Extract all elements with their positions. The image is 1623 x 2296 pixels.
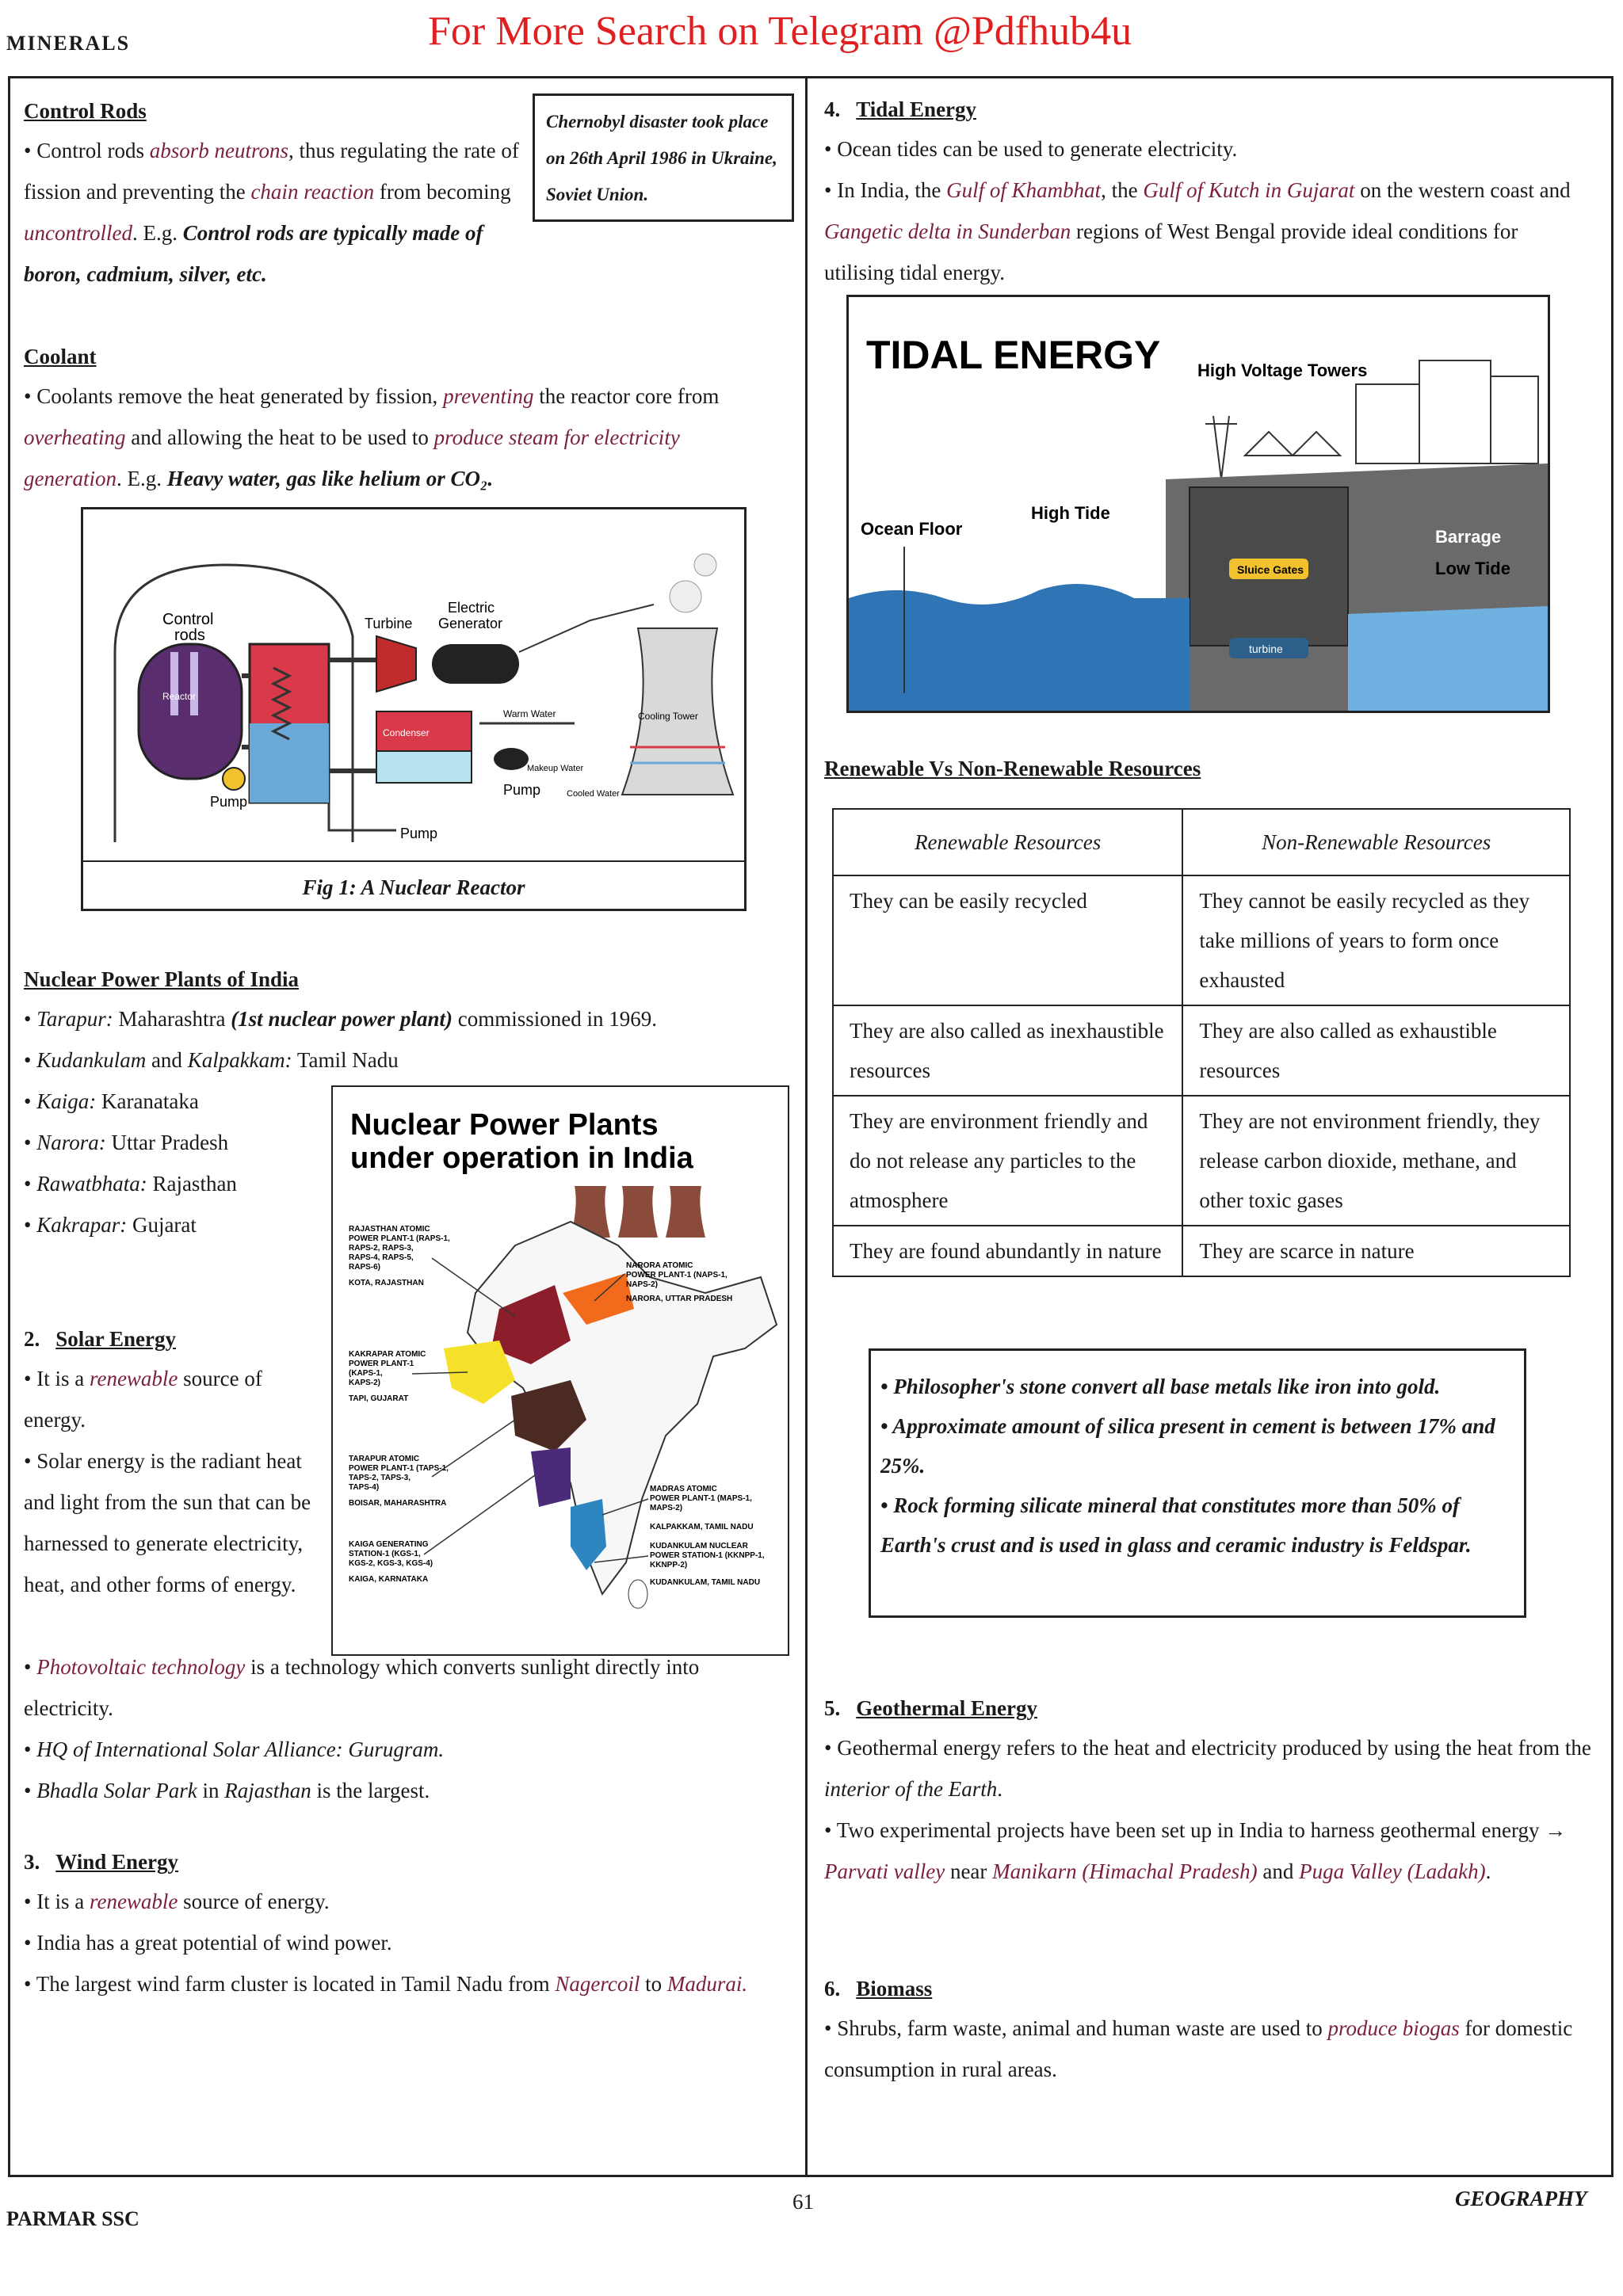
barrage-label: Barrage xyxy=(1435,527,1502,547)
svg-text:RAPS-2, RAPS-3,: RAPS-2, RAPS-3, xyxy=(349,1244,414,1253)
turbine-label: turbine xyxy=(1249,643,1283,655)
low-tide-label: Low Tide xyxy=(1435,559,1510,578)
wind-point-1: • It is a renewable source of energy. xyxy=(24,1890,330,1913)
power-line xyxy=(519,605,654,652)
svg-text:TARAPUR ATOMIC: TARAPUR ATOMIC xyxy=(349,1455,420,1463)
svg-text:BOISAR, MAHARASHTRA: BOISAR, MAHARASHTRA xyxy=(349,1499,447,1508)
svg-text:KALPAKKAM, TAMIL NADU: KALPAKKAM, TAMIL NADU xyxy=(650,1523,754,1531)
reactor-caption: Fig 1: A Nuclear Reactor xyxy=(83,860,744,913)
solar-section xyxy=(24,1320,317,1605)
svg-text:NAPS-2): NAPS-2) xyxy=(626,1280,659,1289)
ocean-floor-label: Ocean Floor xyxy=(861,519,963,539)
svg-text:POWER PLANT-1 (RAPS-1,: POWER PLANT-1 (RAPS-1, xyxy=(349,1234,450,1243)
svg-text:TAPI, GUJARAT: TAPI, GUJARAT xyxy=(349,1394,409,1403)
tower-icon xyxy=(618,1186,658,1238)
tower-icon xyxy=(1205,416,1237,479)
tower-icon xyxy=(666,1186,705,1238)
reactor-label: Reactor xyxy=(162,691,197,702)
fact-1: • Philosopher's stone convert all base metals like iron into gold. xyxy=(880,1375,1441,1398)
npp-heading: Nuclear Power Plants of India xyxy=(24,967,299,991)
control-rods-label-2: rods xyxy=(174,627,205,644)
pump-label-3: Pump xyxy=(400,826,438,841)
svg-text:TAPS-2, TAPS-3,: TAPS-2, TAPS-3, xyxy=(349,1474,411,1482)
steam-generator-water xyxy=(250,723,329,803)
building-icon xyxy=(1491,376,1538,463)
non-renewable-cell: They are also called as exhaustible resources xyxy=(1182,1005,1570,1096)
coolant-heading: Coolant xyxy=(24,345,97,368)
towers-label: High Voltage Towers xyxy=(1197,360,1368,380)
pump-icon xyxy=(494,748,529,770)
condenser-label: Condenser xyxy=(383,727,430,738)
svg-text:POWER PLANT-1 (MAPS-1,: POWER PLANT-1 (MAPS-1, xyxy=(650,1494,752,1503)
tidal-point-2: • In India, the Gulf of Khambhat, the Gulf of Kutch in Gujarat on the western coast and Gangetic delta in Sunderban regions of West Bengal provide ideal conditions for utilising tidal energy. xyxy=(824,178,1571,284)
renewable-cell: They are environment friendly and do not release any particles to the atmosphere xyxy=(833,1096,1182,1226)
npp-list-item: • Tarapur: Maharashtra (1st nuclear power plant) commissioned in 1969. xyxy=(24,1007,657,1031)
control-rods-text: • Control rods absorb neutrons, thus regulating the rate of fission and preventing the chain reaction from becoming uncontrolled. E.g. Control rods are typically made of boron, cadmium, silver, etc. xyxy=(24,139,519,286)
npp-list-item: • Kudankulam and Kalpakkam: Tamil Nadu xyxy=(24,1048,399,1072)
cooled-water-label: Cooled Water xyxy=(567,789,620,799)
cooling-tower-label: Cooling Tower xyxy=(638,711,698,722)
ocean-high-tide xyxy=(849,584,1190,711)
solar-point-1: • It is a renewable source of energy. xyxy=(24,1367,262,1432)
coolant-section xyxy=(24,338,769,499)
generator-label-2: Generator xyxy=(438,616,503,631)
svg-text:KAIGA, KARNATAKA: KAIGA, KARNATAKA xyxy=(349,1575,429,1584)
control-rods-label-1: Control xyxy=(162,611,214,628)
turbine-icon xyxy=(376,636,416,692)
control-rod xyxy=(170,652,178,715)
control-rods-section xyxy=(24,92,523,295)
svg-text:NARORA ATOMIC: NARORA ATOMIC xyxy=(626,1261,693,1270)
house-icon xyxy=(1245,432,1293,456)
wave-crest xyxy=(1031,554,1150,582)
tidal-energy-figure xyxy=(846,295,1550,713)
pump-icon xyxy=(223,768,245,790)
renewable-heading: Renewable Vs Non-Renewable Resources xyxy=(824,757,1201,780)
high-tide-label: High Tide xyxy=(1031,503,1110,523)
tidal-energy-diagram xyxy=(849,297,1548,711)
tidal-point-1: • Ocean tides can be used to generate electricity. xyxy=(824,137,1238,161)
generator-label-1: Electric xyxy=(448,600,495,616)
page-number: 61 xyxy=(792,2190,814,2214)
ocean-low-tide xyxy=(1348,606,1548,711)
steam-cloud xyxy=(694,554,716,576)
warm-water-label: Warm Water xyxy=(503,708,556,719)
npp-list-item: • Narora: Uttar Pradesh xyxy=(24,1131,229,1154)
table-row xyxy=(833,1226,1570,1276)
biomass-section xyxy=(824,1970,1593,2090)
npp-list-item: • Kakrapar: Gujarat xyxy=(24,1213,197,1237)
map-left-labels xyxy=(349,1225,450,1584)
condenser-water xyxy=(376,751,472,783)
non-renewable-cell: They are scarce in nature xyxy=(1182,1226,1570,1276)
building-icon xyxy=(1419,360,1491,463)
footer-publisher: PARMAR SSC xyxy=(6,2207,139,2230)
resources-table xyxy=(832,808,1571,1277)
map-title-2: under operation in India xyxy=(350,1142,693,1175)
biomass-heading: 6. Biomass xyxy=(824,1977,933,2000)
section-header: MINERALS xyxy=(6,32,131,55)
renewable-section xyxy=(824,749,1593,1277)
svg-text:KAKRAPAR ATOMIC: KAKRAPAR ATOMIC xyxy=(349,1350,426,1359)
col-renewable: Renewable Resources xyxy=(833,809,1182,875)
svg-text:RAPS-6): RAPS-6) xyxy=(349,1263,381,1272)
svg-text:KOTA, RAJASTHAN: KOTA, RAJASTHAN xyxy=(349,1279,424,1287)
table-header-row xyxy=(833,809,1570,875)
svg-text:TAPS-4): TAPS-4) xyxy=(349,1483,380,1492)
steam-cloud xyxy=(670,581,701,612)
house-icon xyxy=(1293,432,1340,456)
svg-text:POWER STATION-1 (KKNPP-1,: POWER STATION-1 (KKNPP-1, xyxy=(650,1551,765,1560)
solar-point-5: • Bhadla Solar Park in Rajasthan is the largest. xyxy=(24,1779,430,1802)
npp-list-item: • Rawatbhata: Rajasthan xyxy=(24,1172,237,1196)
chernobyl-note: Chernobyl disaster took place on 26th April 1986 in Ukraine, Soviet Union. xyxy=(533,93,794,222)
svg-text:POWER PLANT-1: POWER PLANT-1 xyxy=(349,1360,414,1368)
facts-box xyxy=(869,1348,1526,1618)
control-rods-heading: Control Rods xyxy=(24,99,147,123)
svg-text:MADRAS ATOMIC: MADRAS ATOMIC xyxy=(650,1485,717,1493)
solar-point-4: • HQ of International Solar Alliance: Gurugram. xyxy=(24,1737,445,1761)
svg-text:(KAPS-1,: (KAPS-1, xyxy=(349,1369,383,1378)
fact-2: • Approximate amount of silica present in cement is between 17% and 25%. xyxy=(880,1414,1495,1478)
npp-map-figure xyxy=(331,1085,789,1656)
geothermal-point-1: • Geothermal energy refers to the heat and electricity produced by using the heat from the interior of the Earth. xyxy=(824,1736,1591,1801)
solar-heading: 2. Solar Energy xyxy=(24,1327,177,1351)
svg-text:KAIGA GENERATING: KAIGA GENERATING xyxy=(349,1540,429,1549)
col-non-renewable: Non-Renewable Resources xyxy=(1182,809,1570,875)
svg-text:POWER PLANT-1 (TAPS-1,: POWER PLANT-1 (TAPS-1, xyxy=(349,1464,449,1473)
table-row xyxy=(833,1005,1570,1096)
svg-text:KAPS-2): KAPS-2) xyxy=(349,1379,381,1387)
svg-text:KUDANKULAM NUCLEAR: KUDANKULAM NUCLEAR xyxy=(650,1542,748,1550)
nuclear-reactor-diagram xyxy=(83,509,744,856)
makeup-water-label: Makeup Water xyxy=(527,764,584,773)
karnataka-region xyxy=(531,1447,571,1507)
coolant-text: • Coolants remove the heat generated by fission, preventing the reactor core from overheating and allowing the heat to be used to produce steam for electricity generation. E.g. Heavy water, gas like helium or CO₂. xyxy=(24,384,720,490)
column-divider xyxy=(805,76,808,2177)
wind-section xyxy=(24,1843,785,2004)
footer-subject: GEOGRAPHY xyxy=(1455,2187,1587,2210)
svg-text:MAPS-2): MAPS-2) xyxy=(650,1504,683,1512)
non-renewable-cell: They are not environment friendly, they release carbon dioxide, methane, and other toxic gases xyxy=(1182,1096,1570,1226)
renewable-cell: They are also called as inexhaustible resources xyxy=(833,1005,1182,1096)
svg-text:KUDANKULAM, TAMIL NADU: KUDANKULAM, TAMIL NADU xyxy=(650,1578,761,1587)
table-row xyxy=(833,1096,1570,1226)
biomass-point-1: • Shrubs, farm waste, animal and human waste are used to produce biogas for domestic consumption in rural areas. xyxy=(824,2016,1573,2081)
sluice-label: Sluice Gates xyxy=(1237,563,1304,576)
svg-text:POWER PLANT-1 (NAPS-1,: POWER PLANT-1 (NAPS-1, xyxy=(626,1271,727,1280)
wind-point-3: • The largest wind farm cluster is located in Tamil Nadu from Nagercoil to Madurai. xyxy=(24,1972,748,1996)
svg-text:NARORA, UTTAR PRADESH: NARORA, UTTAR PRADESH xyxy=(626,1295,733,1303)
pump-label-1: Pump xyxy=(210,794,248,810)
map-title-1: Nuclear Power Plants xyxy=(350,1108,659,1142)
svg-text:RAPS-4, RAPS-5,: RAPS-4, RAPS-5, xyxy=(349,1253,414,1262)
renewable-cell: They can be easily recycled xyxy=(833,875,1182,1005)
pump-pointer xyxy=(329,803,396,830)
geothermal-heading: 5. Geothermal Energy xyxy=(824,1696,1037,1720)
telegram-banner: For More Search on Telegram @Pdfhub4u xyxy=(428,9,1132,54)
svg-text:KGS-2, KGS-3, KGS-4): KGS-2, KGS-3, KGS-4) xyxy=(349,1559,433,1568)
geothermal-section xyxy=(824,1689,1593,1892)
pump-label-2: Pump xyxy=(503,782,541,798)
svg-text:RAJASTHAN ATOMIC: RAJASTHAN ATOMIC xyxy=(349,1225,430,1234)
tidal-heading: 4. Tidal Energy xyxy=(824,97,977,121)
non-renewable-cell: They cannot be easily recycled as they take millions of years to form once exhausted xyxy=(1182,875,1570,1005)
building-icon xyxy=(1356,384,1419,463)
renewable-cell: They are found abundantly in nature xyxy=(833,1226,1182,1276)
svg-text:STATION-1 (KGS-1,: STATION-1 (KGS-1, xyxy=(349,1550,421,1558)
generator-icon xyxy=(432,644,519,684)
turbine-label: Turbine xyxy=(365,616,413,631)
npp-list-item: • Kaiga: Karanataka xyxy=(24,1089,199,1113)
wind-heading: 3. Wind Energy xyxy=(24,1850,179,1874)
wind-point-2: • India has a great potential of wind power. xyxy=(24,1931,392,1955)
solar-point-2: • Solar energy is the radiant heat and light from the sun that can be harnessed to generate electricity, heat, and other forms of energy. xyxy=(24,1449,311,1596)
table-row xyxy=(833,875,1570,1005)
fact-3: • Rock forming silicate mineral that constitutes more than 50% of Earth's crust and is used in glass and ceramic industry is Feldspar. xyxy=(880,1493,1472,1557)
sri-lanka-outline xyxy=(628,1580,647,1608)
india-map-diagram xyxy=(333,1087,788,1654)
nuclear-reactor-figure xyxy=(81,507,747,911)
tidal-section xyxy=(824,90,1593,293)
tidal-title: TIDAL ENERGY xyxy=(866,333,1161,377)
geothermal-point-2: • Two experimental projects have been set up in India to harness geothermal energy → Parvati valley near Manikarn (Himachal Pradesh) and Puga Valley (Ladakh). xyxy=(824,1818,1567,1883)
solar-point-3: • Photovoltaic technology is a technology which converts sunlight directly into electricity. xyxy=(24,1655,700,1720)
svg-text:KKNPP-2): KKNPP-2) xyxy=(650,1561,688,1569)
solar-section-cont xyxy=(24,1646,785,1811)
control-rod xyxy=(190,652,198,715)
